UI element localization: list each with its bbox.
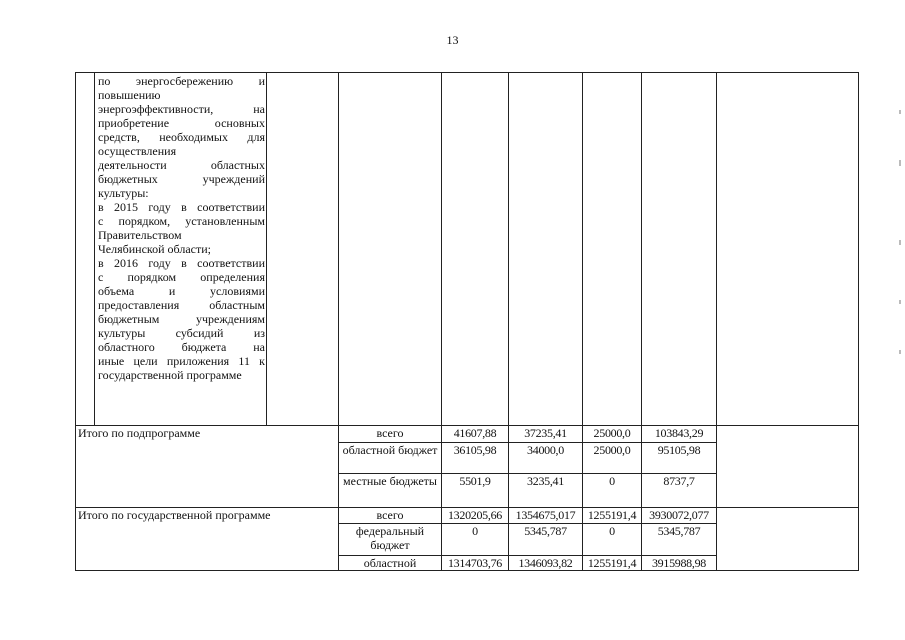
description-line: Челябинской области; <box>98 242 211 256</box>
cell-executor <box>267 73 339 426</box>
description-line: с порядком определения <box>98 270 265 284</box>
value-total: 3930072,077 <box>642 508 717 524</box>
value-total: 103843,29 <box>642 426 717 443</box>
state-program-total-row <box>76 508 859 524</box>
value-year-1: 1320205,66 <box>442 508 509 524</box>
cell-number <box>76 73 95 426</box>
description-line: Правительством <box>98 228 182 242</box>
description-line: областного бюджета на <box>98 340 265 354</box>
cell-total <box>642 73 717 426</box>
value-year-2: 1354675,017 <box>509 508 583 524</box>
value-year-2: 34000,0 <box>509 443 583 474</box>
description-line: в 2015 году в соответствии <box>98 200 265 214</box>
description-line: осуществления <box>98 144 177 158</box>
description-cell <box>95 73 267 426</box>
funding-source: областной бюджет <box>339 443 442 474</box>
scan-artifact <box>899 300 901 304</box>
scan-artifact <box>899 350 901 354</box>
value-year-2: 37235,41 <box>509 426 583 443</box>
value-year-3: 0 <box>583 524 642 556</box>
value-total: 8737,7 <box>642 474 717 508</box>
funding-source: всего <box>339 426 442 443</box>
cell-year-1 <box>442 73 509 426</box>
cell-notes <box>717 508 859 571</box>
description-line: культуры: <box>98 186 149 200</box>
description-row <box>76 73 859 426</box>
cell-notes <box>717 73 859 426</box>
funding-source: федеральный бюджет <box>339 524 442 556</box>
value-year-3: 1255191,4 <box>583 556 642 571</box>
value-year-3: 25000,0 <box>583 426 642 443</box>
description-line: объема и условиями <box>98 284 265 298</box>
budget-table <box>75 72 859 571</box>
value-total: 5345,787 <box>642 524 717 556</box>
description-line: бюджетных учреждений <box>98 172 265 186</box>
value-year-1: 41607,88 <box>442 426 509 443</box>
value-year-3: 1255191,4 <box>583 508 642 524</box>
description-line: иные цели приложения 11 к <box>98 354 265 368</box>
description-line: повышению <box>98 88 161 102</box>
description-line: приобретение основных <box>98 116 265 130</box>
value-year-1: 0 <box>442 524 509 556</box>
description-line: с порядком, установленным <box>98 214 265 228</box>
description-line: культуры субсидий из <box>98 326 265 340</box>
funding-source: областной <box>339 556 442 571</box>
value-total: 95105,98 <box>642 443 717 474</box>
value-total: 3915988,98 <box>642 556 717 571</box>
description-line: по энергосбережению и <box>98 74 265 88</box>
subprogram-total-row <box>76 426 859 443</box>
description-line: предоставления областным <box>98 298 265 312</box>
cell-notes <box>717 426 859 508</box>
scan-artifact <box>899 240 901 245</box>
scan-artifact <box>899 160 901 166</box>
value-year-2: 1346093,82 <box>509 556 583 571</box>
description-line: деятельности областных <box>98 158 265 172</box>
funding-source: всего <box>339 508 442 524</box>
value-year-1: 1314703,76 <box>442 556 509 571</box>
state-program-total-label: Итого по государственной программе <box>76 508 339 571</box>
value-year-1: 5501,9 <box>442 474 509 508</box>
value-year-3: 25000,0 <box>583 443 642 474</box>
cell-year-2 <box>509 73 583 426</box>
description-line: государственной программе <box>98 368 242 382</box>
cell-source <box>339 73 442 426</box>
value-year-2: 3235,41 <box>509 474 583 508</box>
value-year-3: 0 <box>583 474 642 508</box>
scan-artifact <box>899 110 901 114</box>
page-number: 13 <box>446 33 459 47</box>
description-line: бюджетным учреждениям <box>98 312 265 326</box>
funding-source: местные бюджеты <box>339 474 442 508</box>
value-year-2: 5345,787 <box>509 524 583 556</box>
cell-year-3 <box>583 73 642 426</box>
description-line: энергоэффективности, на <box>98 102 265 116</box>
description-line: в 2016 году в соответствии <box>98 256 265 270</box>
value-year-1: 36105,98 <box>442 443 509 474</box>
subprogram-total-label: Итого по подпрограмме <box>76 426 339 508</box>
description-line: средств, необходимых для <box>98 130 265 144</box>
